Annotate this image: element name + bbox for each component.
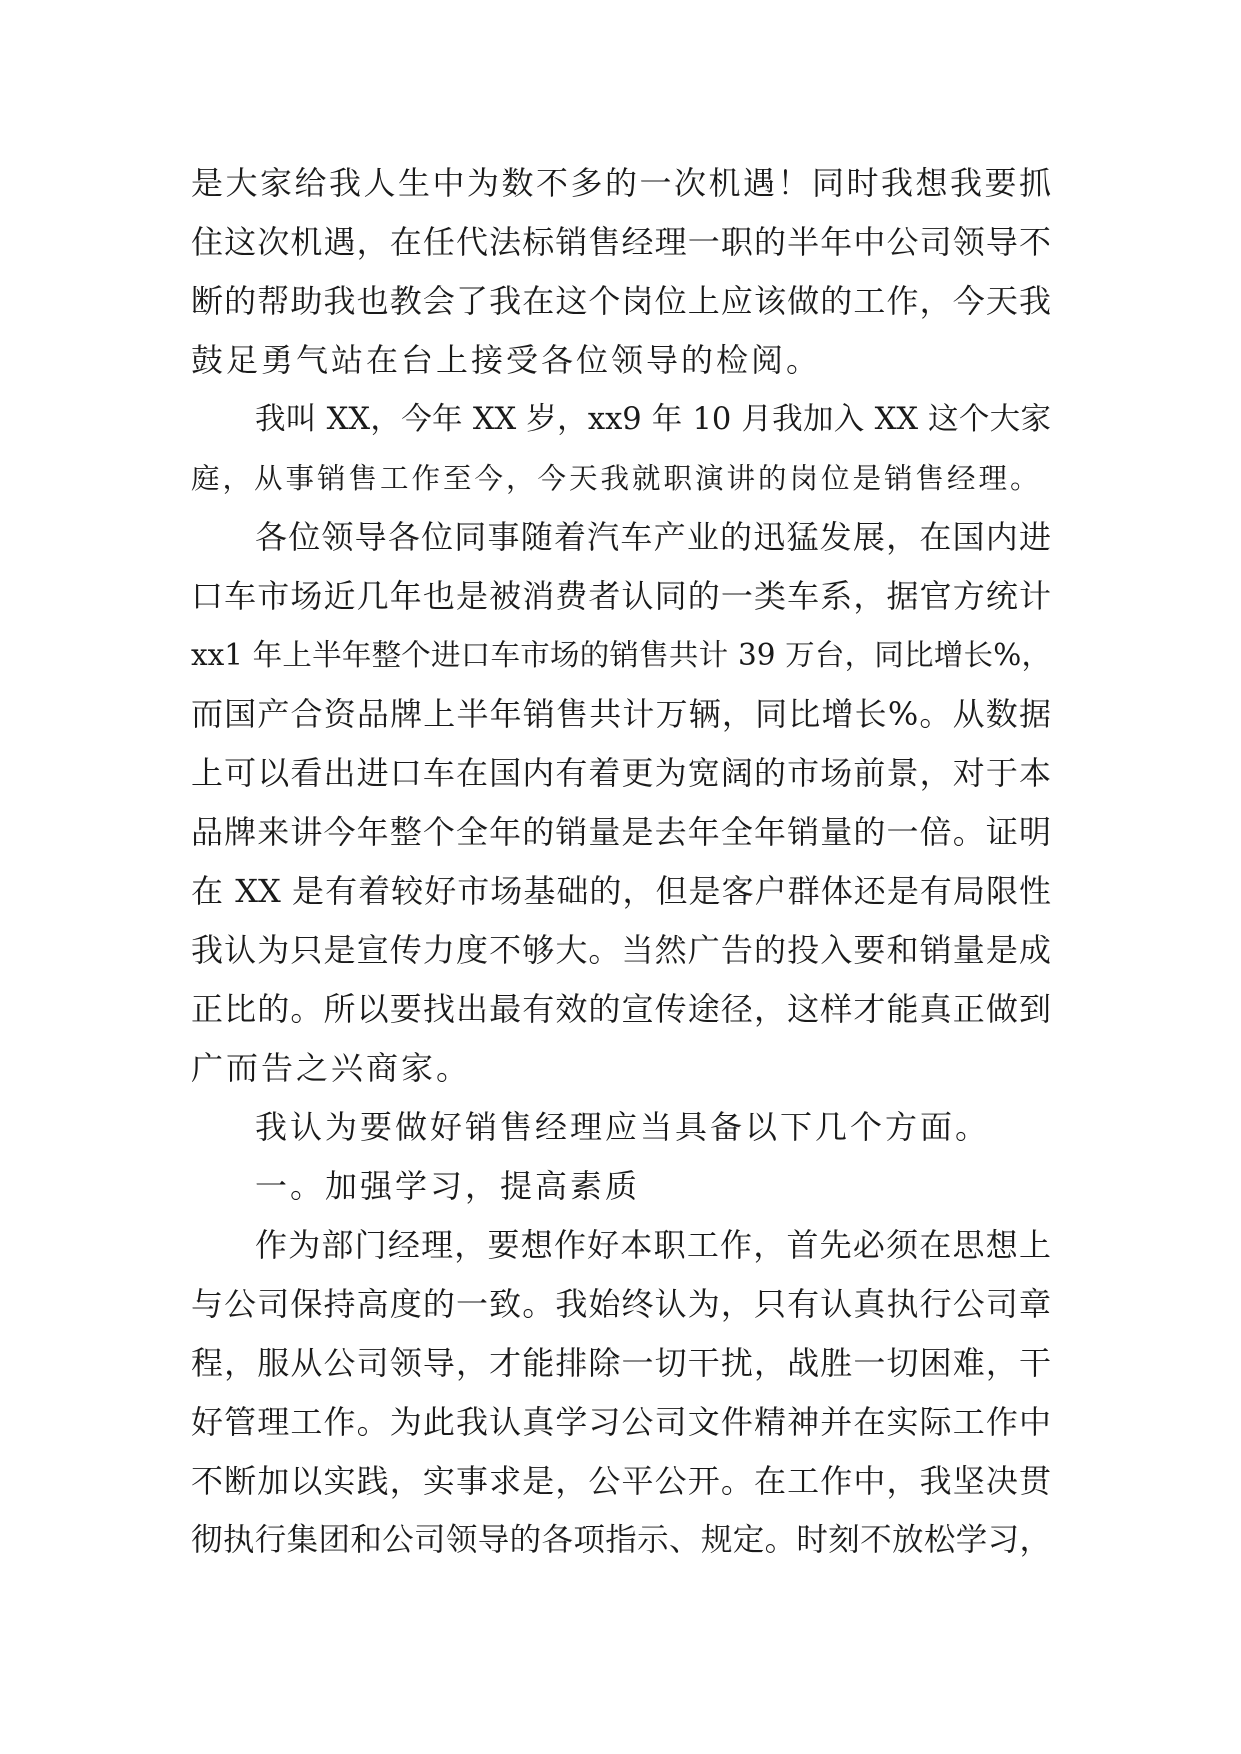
text-line: 而国产合资品牌上半年销售共计万辆，同比增长%。从数据	[191, 695, 1051, 733]
text-line: 与公司保持高度的一致。我始终认为，只有认真执行公司章	[191, 1285, 1051, 1323]
text-line: 口车市场近几年也是被消费者认同的一类车系，据官方统计	[191, 577, 1051, 615]
text-line: 庭，从事销售工作至今，今天我就职演讲的岗位是销售经理。	[191, 462, 1042, 495]
text-line: 不断加以实践，实事求是，公平公开。在工作中，我坚决贯	[191, 1462, 1051, 1500]
text-line: 断的帮助我也教会了我在这个岗位上应该做的工作，今天我	[191, 282, 1051, 320]
text-line: 我认为要做好销售经理应当具备以下几个方面。	[255, 1108, 991, 1146]
text-line: 在 XX 是有着较好市场基础的，但是客户群体还是有局限性	[191, 872, 1051, 910]
text-line: 品牌来讲今年整个全年的销量是去年全年销量的一倍。证明	[191, 813, 1051, 851]
text-line: 是大家给我人生中为数不多的一次机遇！同时我想我要抓	[191, 164, 1051, 202]
text-line: 程，服从公司领导，才能排除一切干扰，战胜一切困难，干	[191, 1344, 1051, 1382]
text-line: 鼓足勇气站在台上接受各位领导的检阅。	[191, 341, 822, 379]
text-line: 我叫 XX，今年 XX 岁，xx9 年 10 月我加入 XX 这个大家	[255, 402, 1051, 437]
text-line: 各位领导各位同事随着汽车产业的迅猛发展，在国内进	[255, 518, 1051, 556]
text-line: 好管理工作。为此我认真学习公司文件精神并在实际工作中	[191, 1403, 1051, 1441]
text-line: 一。加强学习，提高素质	[255, 1167, 641, 1205]
text-line: 住这次机遇，在任代法标销售经理一职的半年中公司领导不	[191, 223, 1051, 261]
text-line: 我认为只是宣传力度不够大。当然广告的投入要和销量是成	[191, 931, 1051, 969]
text-line: xx1 年上半年整个进口车市场的销售共计 39 万台，同比增长%，	[191, 638, 1051, 672]
text-line: 作为部门经理，要想作好本职工作，首先必须在思想上	[255, 1226, 1051, 1264]
text-line: 正比的。所以要找出最有效的宣传途径，这样才能真正做到	[191, 990, 1051, 1028]
text-line: 彻执行集团和公司领导的各项指示、规定。时刻不放松学习，	[191, 1522, 1051, 1558]
text-line: 广而告之兴商家。	[191, 1049, 472, 1087]
text-line: 上可以看出进口车在国内有着更为宽阔的市场前景，对于本	[191, 754, 1051, 792]
document-body	[191, 154, 1051, 1570]
